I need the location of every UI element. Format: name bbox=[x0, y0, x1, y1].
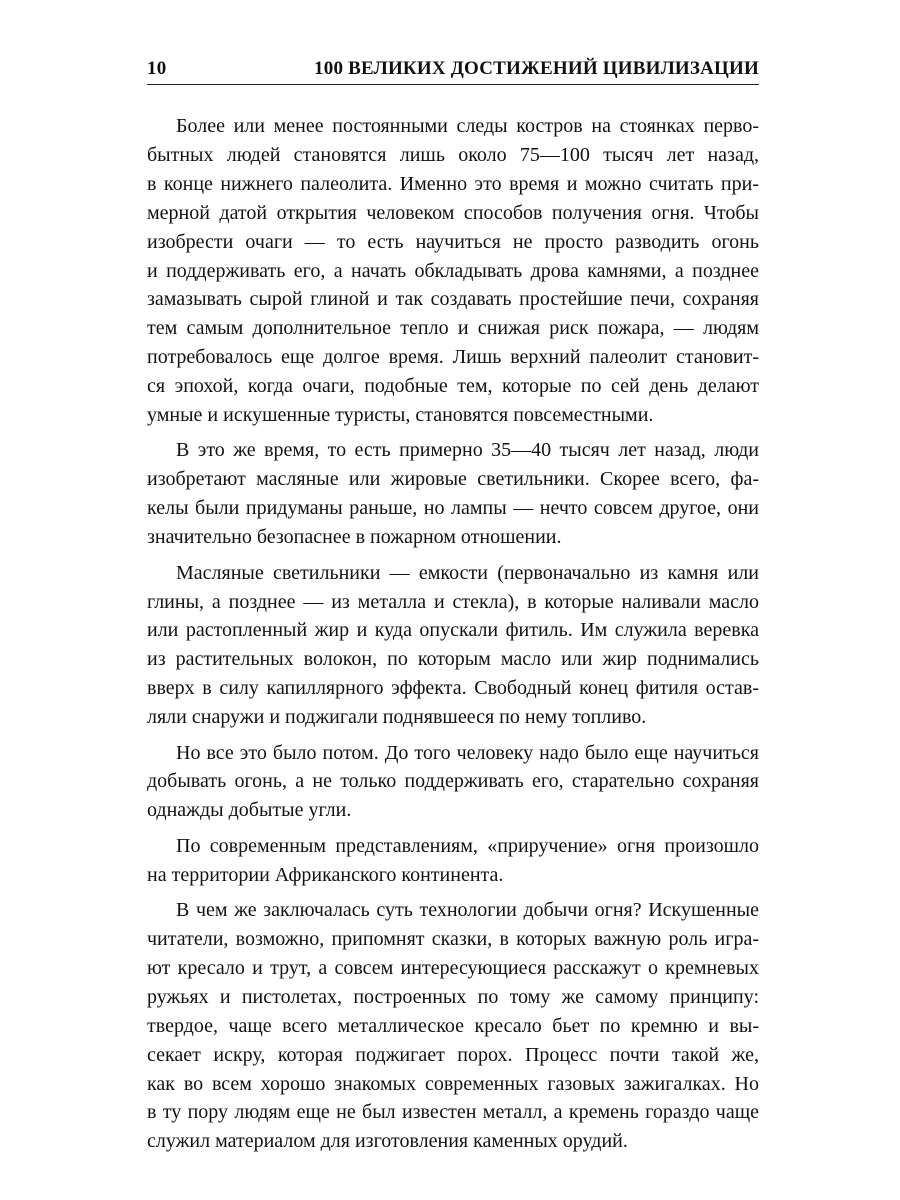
text-line: на территории Африканского континента. bbox=[147, 863, 504, 886]
text-line: твердое, чаще всего металлическое кресало бьет по кремню и вы- bbox=[147, 1014, 759, 1037]
text-line: из растительных волокон, по которым масло или жир поднимались bbox=[147, 648, 759, 671]
text-line: По современным представлениям, «приручение» огня произошло bbox=[176, 834, 759, 857]
text-line: Масляные светильники — емкости (первоначально из камня или bbox=[176, 561, 759, 584]
paragraph bbox=[147, 112, 759, 430]
paragraph bbox=[147, 832, 759, 890]
text-line: умные и искушенные туристы, становятся повсеместными. bbox=[147, 404, 654, 427]
text-line: В чем же заключалась суть технологии добычи огня? Искушенные bbox=[176, 899, 759, 922]
text-line: как во всем хорошо знакомых современных газовых зажигалках. Но bbox=[147, 1072, 759, 1095]
text-line: добывать огонь, а не только поддерживать его, старательно сохраняя bbox=[147, 770, 759, 793]
text-line: изобретают масляные или жировые светильники. Скорее всего, фа- bbox=[147, 468, 759, 491]
page-number: 10 bbox=[147, 58, 167, 79]
text-line: ружьях и пистолетах, построенных по тому же самому принципу: bbox=[147, 985, 759, 1008]
text-line: изобрести очаги — то есть научиться не просто разводить огонь bbox=[147, 230, 759, 253]
paragraph bbox=[147, 559, 759, 732]
text-line: глины, а позднее — из металла и стекла), в которые наливали масло bbox=[147, 590, 759, 613]
text-line: ся эпохой, когда очаги, подобные тем, которые по сей день делают bbox=[147, 375, 759, 398]
text-line: значительно безопаснее в пожарном отношении. bbox=[147, 526, 562, 549]
text-line: или растопленный жир и куда опускали фитиль. Им служила веревка bbox=[147, 619, 759, 642]
paragraph bbox=[147, 896, 759, 1156]
text-line: и поддерживать его, а начать обкладывать дрова камнями, а позднее bbox=[147, 259, 759, 282]
text-line: келы были придуманы раньше, но лампы — нечто совсем другое, они bbox=[147, 497, 759, 520]
text-line: тем самым дополнительное тепло и снижая риск пожара, — людям bbox=[147, 317, 759, 340]
paragraph bbox=[147, 739, 759, 826]
text-line: замазывать сырой глиной и так создавать простейшие печи, сохраняя bbox=[147, 288, 759, 311]
paragraph bbox=[147, 436, 759, 552]
text-line: вверх в силу капиллярного эффекта. Свободный конец фитиля остав- bbox=[147, 677, 759, 700]
book-title: 100 ВЕЛИКИХ ДОСТИЖЕНИЙ ЦИВИЛИЗАЦИИ bbox=[314, 58, 759, 79]
text-line: в конце нижнего палеолита. Именно это время и можно считать при- bbox=[147, 172, 759, 195]
text-line: однажды добытые угли. bbox=[147, 799, 352, 822]
text-line: В это же время, то есть примерно 35—40 тысяч лет назад, люди bbox=[176, 439, 759, 462]
text-line: ют кресало и трут, а совсем интересующиеся расскажут о кремневых bbox=[147, 956, 759, 979]
text-line: ляли снаружи и поджигали поднявшееся по нему топливо. bbox=[147, 706, 647, 729]
text-line: в ту пору людям еще не был известен металл, а кремень гораздо чаще bbox=[147, 1101, 759, 1124]
text-line: потребовалось еще долгое время. Лишь верхний палеолит становит- bbox=[147, 346, 759, 369]
text-line: Но все это было потом. До того человеку надо было еще научиться bbox=[176, 741, 759, 764]
text-line: читатели, возможно, припомнят сказки, в которых важную роль игра- bbox=[147, 927, 759, 950]
text-line: секает искру, которая поджигает порох. Процесс почти такой же, bbox=[147, 1043, 759, 1066]
text-line: служил материалом для изготовления каменных орудий. bbox=[147, 1130, 628, 1153]
running-header bbox=[147, 58, 759, 80]
text-line: Более или менее постоянными следы костров на стоянках перво- bbox=[176, 115, 759, 137]
header-rule bbox=[147, 84, 759, 85]
body-text bbox=[147, 112, 759, 1163]
text-line: бытных людей становятся лишь около 75—100 тысяч лет назад, bbox=[147, 143, 759, 166]
text-line: мерной датой открытия человеком способов получения огня. Чтобы bbox=[147, 201, 759, 224]
